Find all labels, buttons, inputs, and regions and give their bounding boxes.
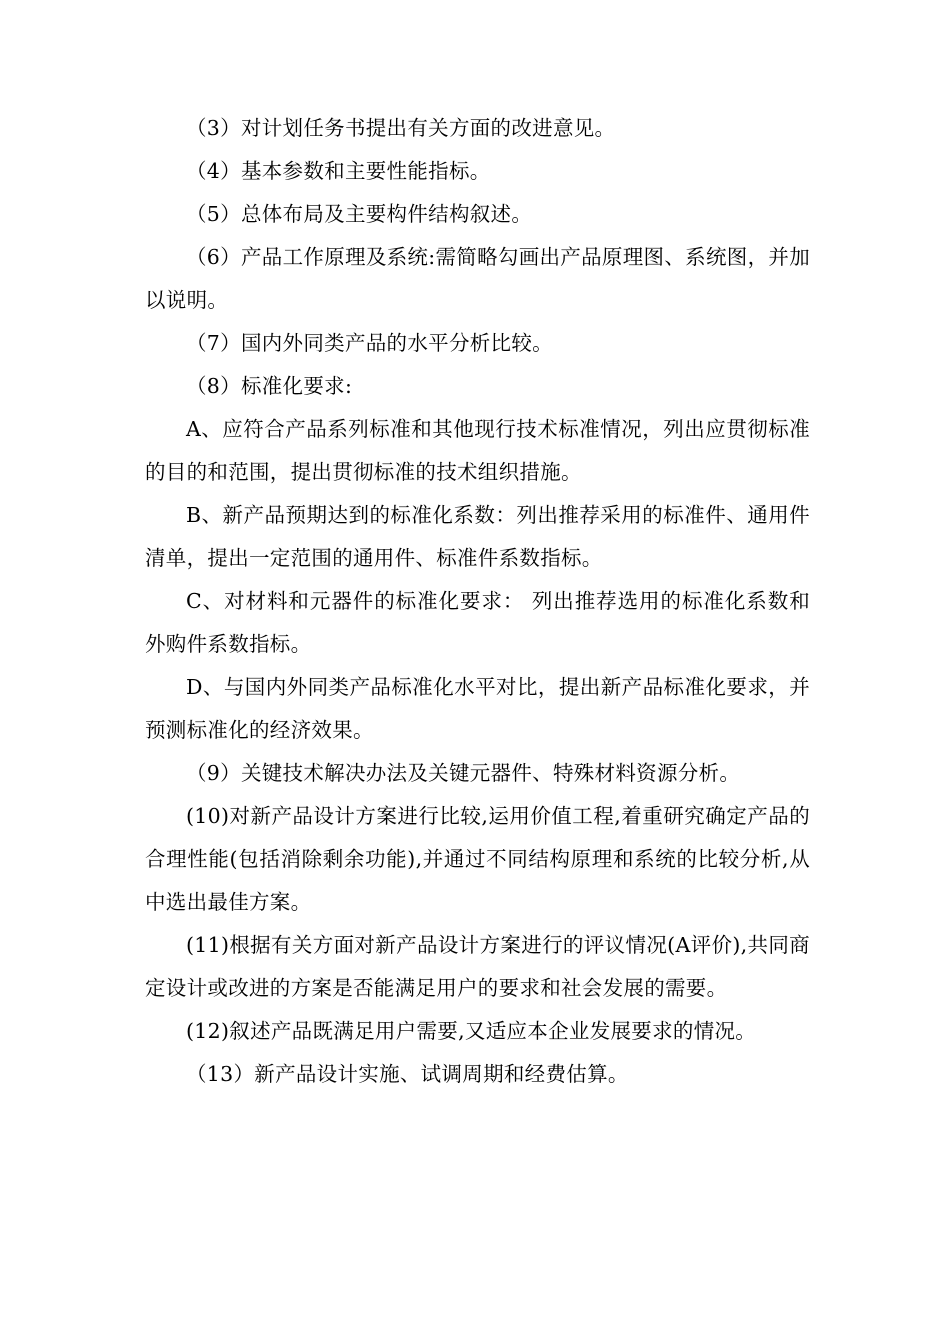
paragraph-item-7: （7）国内外同类产品的水平分析比较。	[186, 331, 553, 355]
paragraph-item-11: (11)根据有关方面对新产品设计方案进行的评议情况(A评价),共同商定设计或改进的方案是否能满足用户的要求和社会发展的需要。	[145, 933, 810, 1000]
paragraph-subitem-d: D、与国内外同类产品标准化水平对比，提出新产品标准化要求，并预测标准化的经济效果。	[145, 675, 810, 742]
paragraph-item-4: （4）基本参数和主要性能指标。	[186, 159, 491, 183]
document-body	[145, 107, 810, 1096]
paragraph-item-13: （13）新产品设计实施、试调周期和经费估算。	[186, 1062, 629, 1086]
paragraph-subitem-c: C、对材料和元器件的标准化要求： 列出推荐选用的标准化系数和外购件系数指标。	[145, 589, 810, 656]
paragraph-item-12: (12)叙述产品既满足用户需要,又适应本企业发展要求的情况。	[186, 1019, 757, 1043]
paragraph-item-8: （8）标准化要求:	[186, 374, 353, 398]
paragraph-item-3: （3）对计划任务书提出有关方面的改进意见。	[186, 116, 616, 140]
paragraph-item-6: （6）产品工作原理及系统:需简略勾画出产品原理图、系统图，并加以说明。	[145, 245, 810, 312]
paragraph-item-5: （5）总体布局及主要构件结构叙述。	[186, 202, 533, 226]
paragraph-item-9: （9）关键技术解决办法及关键元器件、特殊材料资源分析。	[186, 761, 741, 785]
paragraph-item-10: (10)对新产品设计方案进行比较,运用价值工程,着重研究确定产品的合理性能(包括消除剩余功能),并通过不同结构原理和系统的比较分析,从中选出最佳方案。	[145, 804, 810, 914]
paragraph-subitem-b: B、新产品预期达到的标准化系数：列出推荐采用的标准件、通用件清单，提出一定范围的通用件、标准件系数指标。	[145, 503, 810, 570]
paragraph-subitem-a: A、应符合产品系列标准和其他现行技术标准情况，列出应贯彻标准的目的和范围，提出贯彻标准的技术组织措施。	[145, 417, 810, 484]
